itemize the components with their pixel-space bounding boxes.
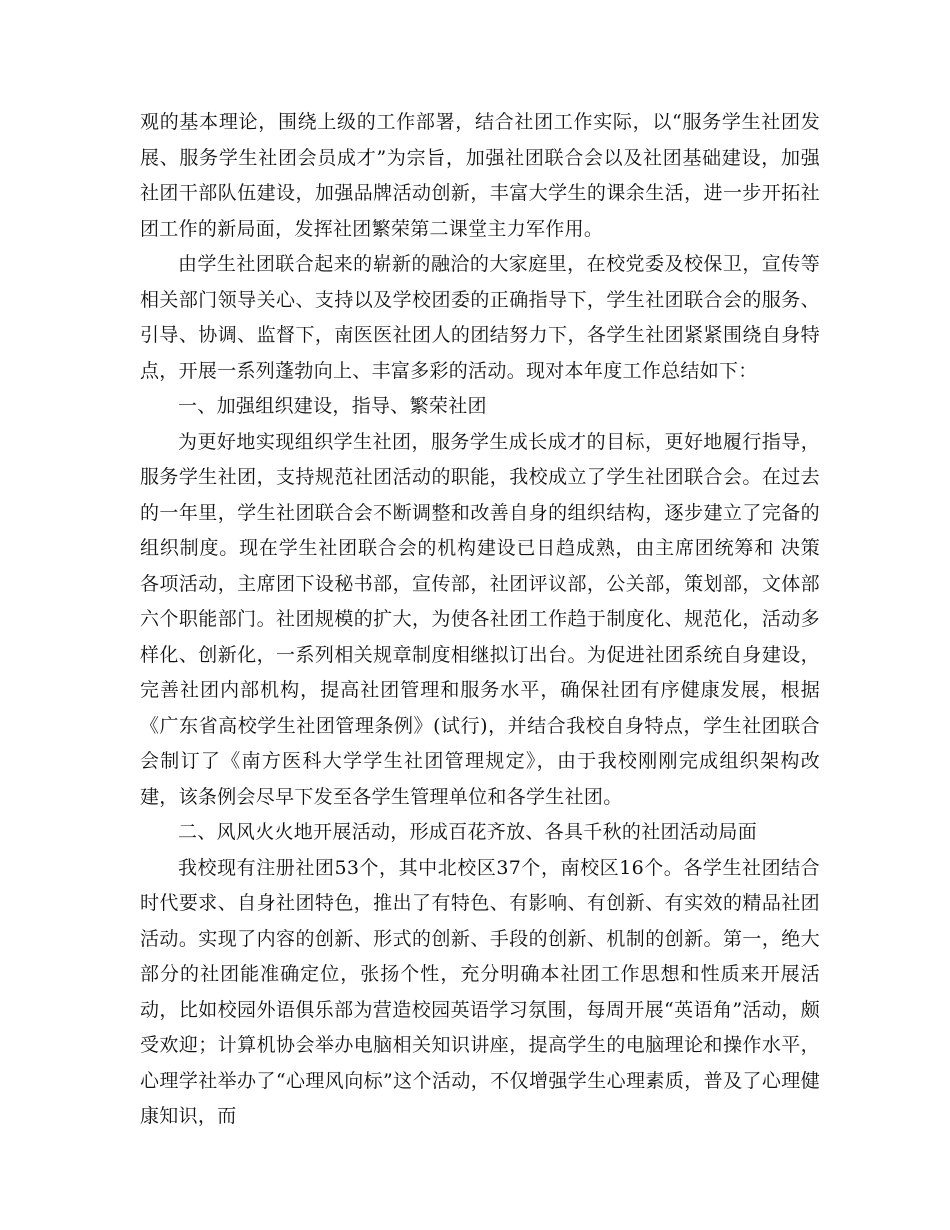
- section-heading-2: 二、风风火火地开展活动，形成百花齐放、各具千秋的社团活动局面: [178, 821, 758, 843]
- document-body: [140, 105, 820, 1135]
- paragraph-intro-continuation: 观的基本理论，围绕上级的工作部署，结合社团工作实际，以“服务学生社团发展、服务学生社团会员成才”为宗旨，加强社团联合会以及社团基础建设，加强社团干部队伍建设，加强品牌活动创新，丰富大学生的课余生活，进一步开拓社团工作的新局面，发挥社团繁荣第二课堂主力军作用。: [140, 111, 820, 240]
- paragraph-organization: 为更好地实现组织学生社团，服务学生成长成才的目标，更好地履行指导，服务学生社团，支持规范社团活动的职能，我校成立了学生社团联合会。在过去的一年里，学生社团联合会不断调整和改善自身的组织结构，逐步建立了完备的组织制度。现在学生社团联合会的机构建设已日趋成熟，由主席团统筹和 决策各项活动，主席团下设秘书部，宣传部，社团评议部，公关部，策划部，文体部六个职能部门。社团规模的扩大，为使各社团工作趋于制度化、规范化，活动多样化、创新化，一系列相关规章制度相继拟订出台。为促进社团系统自身建设，完善社团内部机构，提高社团管理和服务水平，确保社团有序健康发展，根据 《广东省高校学生社团管理条例》(试行)，并结合我校自身特点，学生社团联合会制订了《南方医科大学学生社团管理规定》，由于我校刚刚完成组织架构改建，该条例会尽早下发至各学生管理单位和各学生社团。: [140, 430, 820, 808]
- paragraph-overview: 由学生社团联合起来的崭新的融洽的大家庭里，在校党委及校保卫，宣传等相关部门领导关心、支持以及学校团委的正确指导下，学生社团联合会的服务、引导、协调、监督下，南医医社团人的团结努力下，各学生社团紧紧围绕自身特点，开展一系列蓬勃向上、丰富多彩的活动。现对本年度工作总结如下：: [140, 253, 820, 382]
- section-heading-1: 一、加强组织建设，指导、繁荣社团: [178, 395, 487, 417]
- paragraph-activities: 我校现有注册社团53个，其中北校区37个，南校区16个。各学生社团结合时代要求、自身社团特色，推出了有特色、有影响、有创新、有实效的精品社团活动。实现了内容的创新、形式的创新、手段的创新、机制的创新。第一，绝大部分的社团能准确定位，张扬个性，充分明确本社团工作思想和性质来开展活动，比如校园外语俱乐部为营造校园英语学习氛围，每周开展“英语角”活动，颇受欢迎；计算机协会举办电脑相关知识讲座，提高学生的电脑理论和操作水平，心理学社举办了“心理风向标”这个活动，不仅增强学生心理素质，普及了心理健康知识，而: [140, 856, 820, 1127]
